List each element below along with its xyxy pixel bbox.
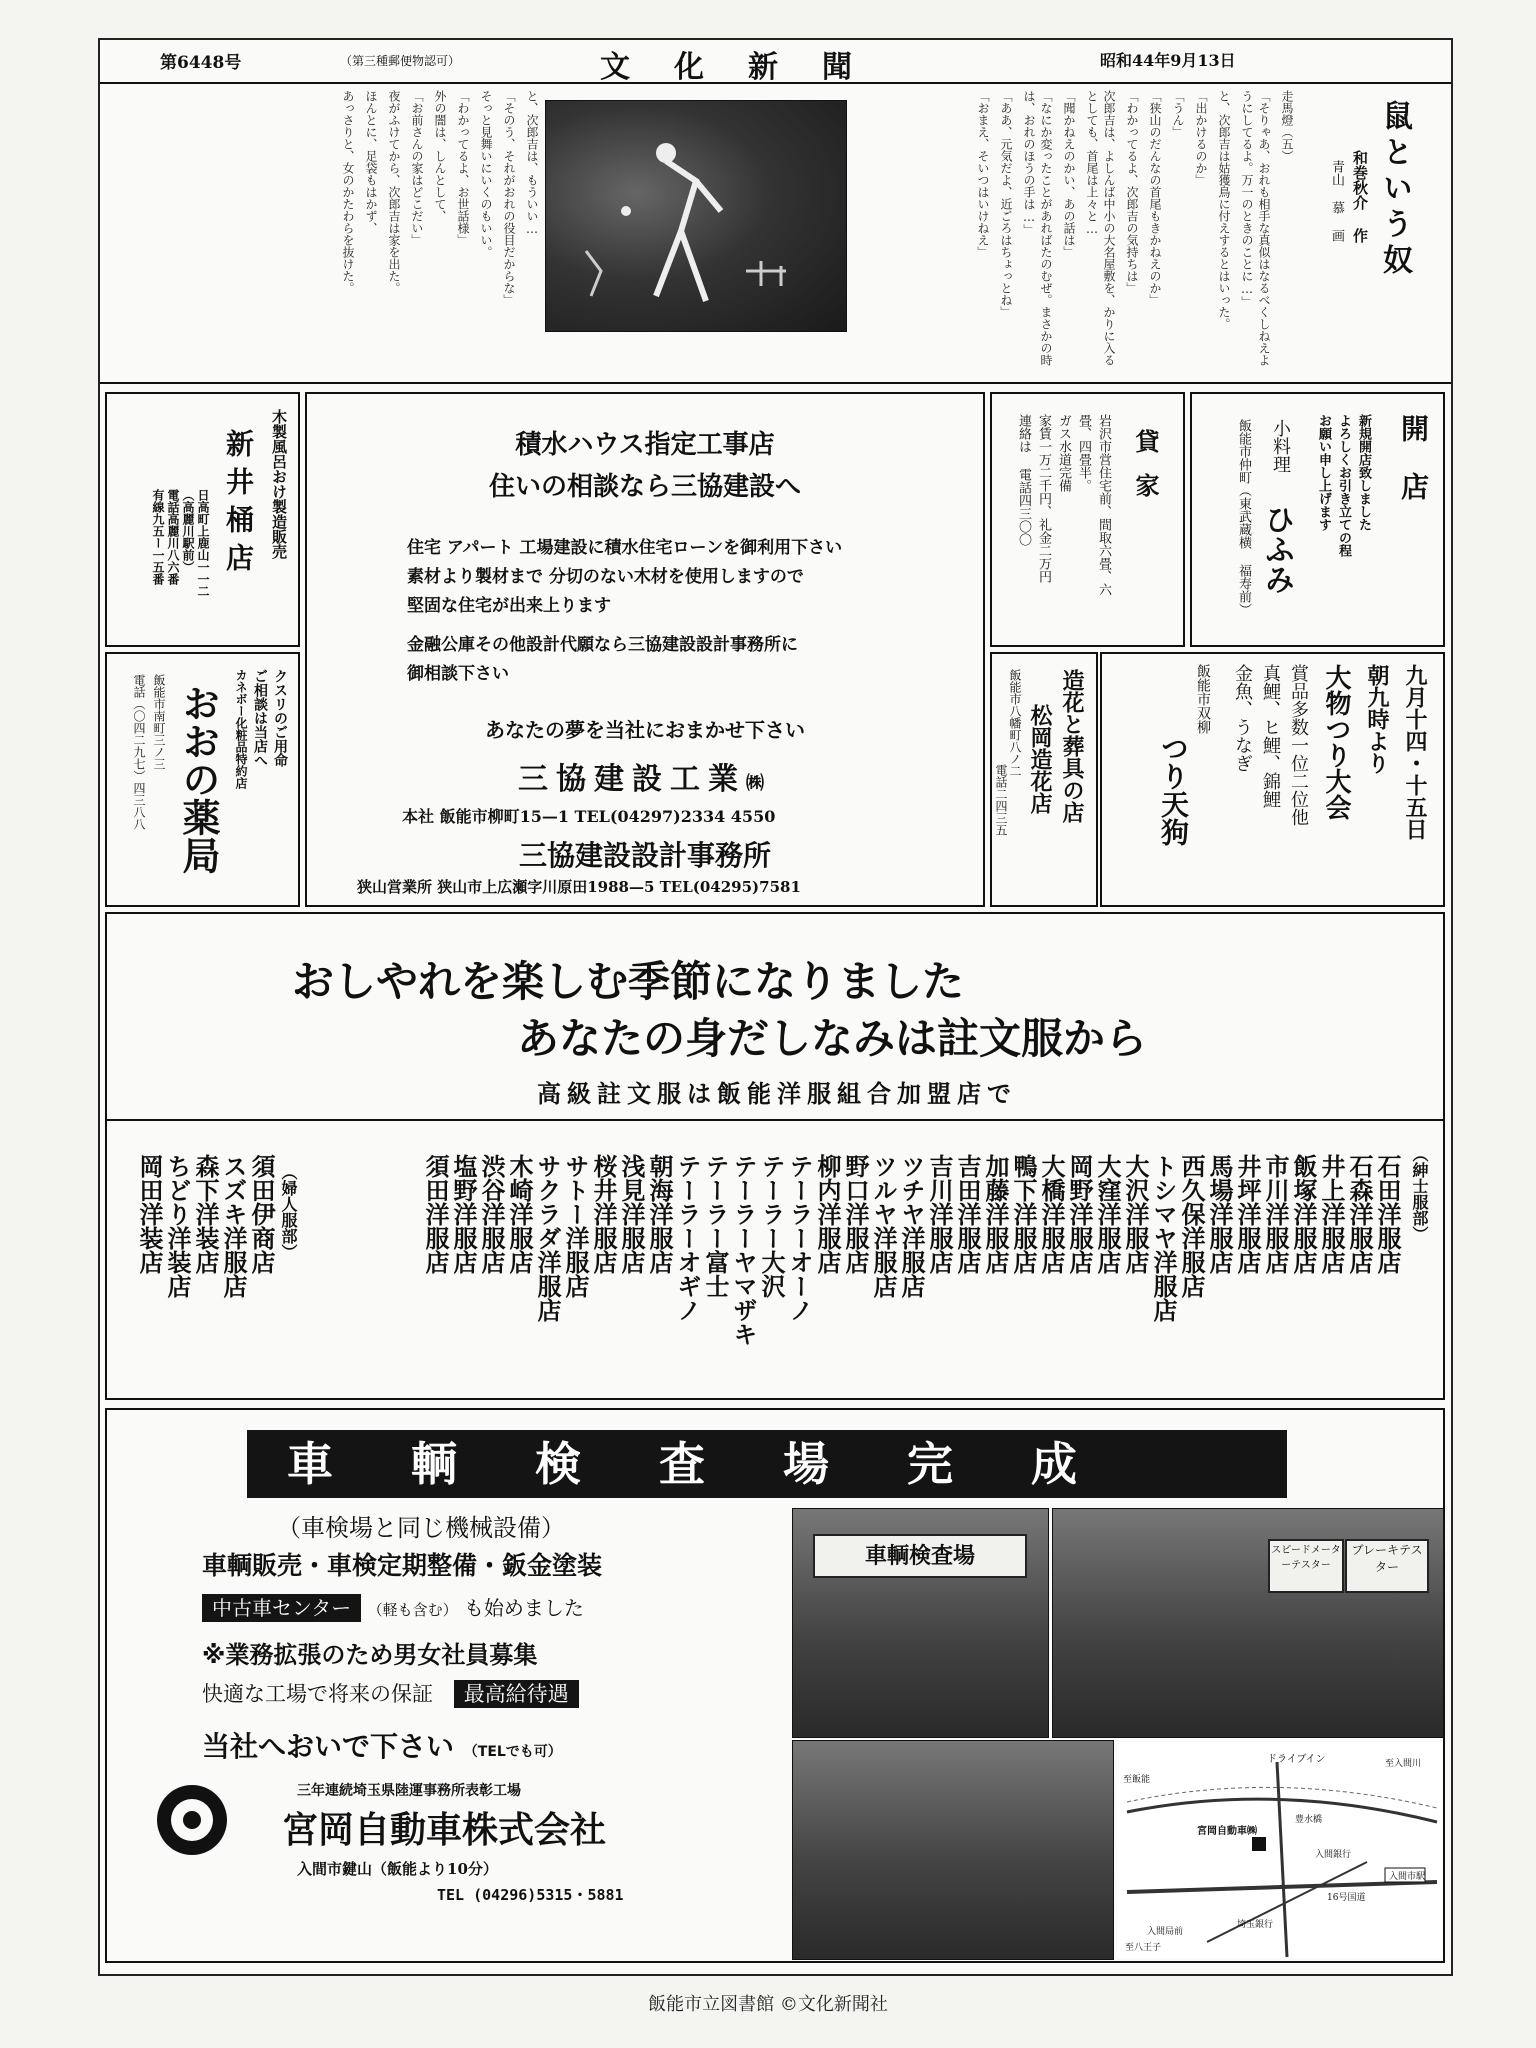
salary-label: 最高給待遇 [454, 1680, 579, 1708]
sankyo-office: 三協建設設計事務所 [518, 839, 771, 872]
arai-name: 新井桶店 [222, 429, 255, 581]
story-illustration [545, 100, 847, 332]
sankyo-company: 三協建設工業㈱ [518, 762, 772, 797]
shop-name: 須田洋服店 [421, 1154, 450, 1274]
miyaoka-logo-icon [157, 1785, 227, 1855]
map-iruma-post: 入間局前 [1147, 1927, 1184, 1937]
story-paragraph: 「出かけるのか」 [1194, 90, 1208, 186]
map-route: 16号国道 [1327, 1893, 1366, 1903]
shop-name: 井坪洋服店 [1233, 1154, 1262, 1274]
shop-name: 浅見洋服店 [617, 1154, 646, 1274]
shop-name: 加藤洋服店 [981, 1154, 1010, 1274]
tsuri-prize: 賞品多数一位二位他 [1288, 664, 1309, 826]
shop-name: ツチヤ洋服店 [897, 1154, 926, 1298]
ono-tagline1: クスリのご用命 [272, 669, 288, 767]
arai-tagline: 木製風呂おけ製造販売 [270, 409, 288, 559]
story-paragraph: 「狭山のだんなの首尾もきかねえのか」 [1148, 90, 1162, 306]
ono-tagline3: カネボー化粧品特約店 [234, 669, 248, 789]
car-company: 宮岡自動車株式会社 [282, 1810, 607, 1851]
access-map [1117, 1742, 1442, 1958]
ad-tailor [105, 912, 1445, 1400]
figure-sketch-icon [546, 101, 846, 331]
sankyo-body: 住宅 アパート 工場建設に積水住宅ローンを御利用下さい 素材より製材まで 分切のない木材を使用しますので 堅固な住宅が出来上ります 金融公庫その他設計代願なら三協建設設計事務所に 御相談下さい [407, 538, 843, 684]
shop-name: 大窪洋服店 [1093, 1154, 1122, 1274]
story-paragraph: そっと見舞いにいくのもいい。 [479, 90, 493, 258]
shop-name: 西久保洋服店 [1177, 1154, 1206, 1298]
car-future-line: 快適な工場で将来の保証 最高給待遇 [202, 1678, 579, 1708]
sankyo-slogan: あなたの夢を当社におまかせ下さい [485, 718, 805, 742]
tailor-headline1: おしやれを楽しむ季節になりました [292, 957, 965, 1006]
tsuri-place: 飯能市双柳 [1195, 664, 1211, 734]
kaiten-address: 飯能市仲町（東武蔵横 福寿前） [1236, 419, 1251, 616]
shop-name: 吉川洋服店 [925, 1154, 954, 1274]
ono-tel: 電話（〇四二九七）四三八八 [132, 674, 146, 830]
zouka-tel: 電話二四三五 [994, 764, 1008, 836]
ad-kaiten [1190, 392, 1445, 647]
car-award: 三年連続埼玉県陸運事務所表彰工場 [297, 1783, 521, 1799]
ad-zouka [990, 652, 1098, 907]
car-used-line: 中古車センター （軽も含む） も始めました [202, 1592, 584, 1621]
shop-name: トシマヤ洋服店 [1149, 1154, 1178, 1322]
car-address: 入間市鍵山（飯能より10分） [297, 1860, 498, 1878]
shop-name: 岡田洋装店 [135, 1154, 164, 1274]
car-recruit: ※業務拡張のため男女社員募集 [202, 1641, 538, 1669]
tailor-sub: 高級註文服は飯能洋服組合加盟店で [537, 1079, 1017, 1108]
inspection-sign: 車輌検査場 [813, 1534, 1027, 1578]
tailor-gentlemen-list [261, 1154, 1401, 1369]
map-station: 入間市駅 [1389, 1872, 1426, 1882]
brake-tester-sign: ブレーキテスター [1345, 1539, 1429, 1593]
story-paragraph: 走馬燈（五） [1280, 90, 1294, 162]
footer-credit: 飯能市立図書館 ©文化新聞社 [648, 1994, 888, 2015]
tailor-gentlemen-label: （紳士服部） [1410, 1146, 1429, 1242]
shop-name: テーラーヤマザキ [729, 1154, 758, 1346]
story-paragraph: 次郎吉は、よしんば中小の大名屋敷を、かりに入るとしても、首尾は上々と… [1085, 90, 1116, 366]
story-illustrator: 青山 慕 画 [1329, 160, 1344, 242]
story-title: 鼠という奴 [1377, 100, 1412, 280]
tsuri-event: 大物つり大会 [1321, 664, 1351, 820]
tsuri-fish: 真鯉、ヒ鯉、錦鯉 [1260, 664, 1281, 808]
shop-name: 柳内洋服店 [813, 1154, 842, 1274]
map-saitama-bank: 埼玉銀行 [1237, 1920, 1274, 1930]
shop-name: 市川洋服店 [1261, 1154, 1290, 1274]
tailor-ladies-label: （婦人服部） [279, 1164, 298, 1260]
ono-name: おおの薬局 [176, 684, 220, 874]
story-paragraph: あっさりと、女のかたわらを抜けた。 [341, 90, 355, 294]
map-to-iruma: 至入間川 [1385, 1759, 1422, 1769]
story-paragraph: 「ああ、元気だよ、近ごろはちょっとね」 [999, 90, 1013, 318]
shop-name: 大沢洋服店 [1121, 1154, 1150, 1274]
shop-name: 渋谷洋服店 [477, 1154, 506, 1274]
shop-name: 吉田洋服店 [953, 1154, 982, 1274]
kashiya-title: 貸家 [1131, 429, 1160, 517]
shop-name: 馬場洋服店 [1205, 1154, 1234, 1274]
tsuri-fish2: 金魚、うなぎ [1232, 664, 1253, 772]
zouka-address: 飯能市八幡町八ノ二 [1008, 669, 1022, 777]
car-tel: TEL (04296)5315・5881 [437, 1886, 624, 1904]
shop-name: 鴨下洋服店 [1009, 1154, 1038, 1274]
sankyo-branch: 狭山営業所 狭山市上広瀬字川原田1988—5 TEL(04295)7581 [357, 878, 801, 896]
sankyo-line2: 住いの相談なら三協建設へ [488, 472, 801, 502]
kaiten-greeting: 新規開店致しました よろしくお引き立ての程 お願い申し上げます [1316, 414, 1371, 557]
ono-address: 飯能市南町三ノ三 [152, 674, 166, 770]
shop-name: 井上洋服店 [1317, 1154, 1346, 1274]
shop-name: 桜井洋服店 [589, 1154, 618, 1274]
shop-name: テーラーオーノ [785, 1154, 814, 1322]
masthead [100, 40, 1451, 84]
shop-name: テーラー大沢 [757, 1154, 786, 1298]
shop-name: 朝海洋服店 [645, 1154, 674, 1274]
garage-photo [792, 1740, 1114, 1960]
used-center-label: 中古車センター [202, 1594, 361, 1622]
tsuri-date: 九月十四・十五日 [1402, 664, 1428, 840]
issue-number: 第6448号 [160, 53, 242, 73]
story-paragraph: 「うん」 [1171, 90, 1185, 138]
map-to-hachioji: 至八王子 [1125, 1943, 1162, 1953]
shop-name: 飯塚洋服店 [1289, 1154, 1318, 1274]
car-services: 車輌販売・車検定期整備・鈑金塗装 [202, 1551, 603, 1580]
story-paragraph: 「そりゃあ、おれも相手な真似はなるべくしねえようにしてるよ。万一のときのことに…」 [1240, 90, 1271, 366]
newspaper-title: 文化新聞 [600, 50, 896, 85]
shop-name: サクラダ洋服店 [533, 1154, 562, 1322]
shop-name: 木崎洋服店 [505, 1154, 534, 1274]
story-paragraph: 「わかってるよ、お世話様」 [456, 90, 470, 246]
zouka-title: 造花と葬具の店 [1059, 669, 1085, 823]
arai-contact: 日高町上鹿山一一二 （高麗川駅前） 電話高麗川八六番 有線九五ー一五番 [151, 489, 210, 597]
kashiya-body: 岩沢市営住宅前、間取六畳、六 畳、四畳半。 ガス水道完備 家賃一万二千円、礼金二万円 連絡は 電話四三〇〇 [1016, 414, 1111, 596]
inspection-photo-2 [1052, 1508, 1444, 1738]
ad-miyaoka [105, 1408, 1445, 1963]
shop-name: 野口洋服店 [841, 1154, 870, 1274]
tailor-divider [107, 1119, 1443, 1121]
shop-name: テーラー富士 [701, 1154, 730, 1298]
story-columns-right [850, 90, 1295, 376]
map-to-hanno: 至飯能 [1123, 1775, 1151, 1785]
shop-name: 石森洋服店 [1345, 1154, 1374, 1274]
story-author: 和巻秋介 作 [1351, 150, 1369, 243]
shop-name: 大橋洋服店 [1037, 1154, 1066, 1274]
ad-ono [105, 652, 300, 907]
map-bridge: 豊水橋 [1295, 1815, 1323, 1825]
ad-arai [105, 392, 300, 647]
map-company: 宮岡自動車㈱ [1197, 1826, 1257, 1837]
tsuri-shop: つり天狗 [1157, 734, 1190, 846]
shop-name: 塩野洋服店 [449, 1154, 478, 1274]
story-paragraph: と、次郎吉は、もういい… [525, 90, 539, 236]
shop-name: 森下洋装店 [191, 1154, 220, 1274]
story-paragraph: 「お前さんの家はどこだい」 [410, 90, 424, 246]
map-bank: 入間銀行 [1315, 1850, 1352, 1860]
ad-tsuri [1100, 652, 1445, 907]
sankyo-line1: 積水ハウス指定工事店 [515, 430, 775, 460]
shop-name: ツルヤ洋服店 [869, 1154, 898, 1298]
story-paragraph: と、次郎吉は姑獲鳥に付えするとはいった。 [1217, 90, 1231, 330]
story-paragraph: 夜がふけてから、次郎吉は家を出た。 [387, 90, 401, 294]
sankyo-hq: 本社 飯能市柳町15—1 TEL(04297)2334 4550 [402, 807, 776, 826]
shop-name: 須田伊商店 [247, 1154, 276, 1274]
newspaper-page [98, 38, 1453, 1976]
map-drive-in: ドライブイン [1267, 1754, 1326, 1765]
shop-name: 石田洋服店 [1373, 1154, 1402, 1274]
shop-name: ちどり洋装店 [163, 1154, 192, 1298]
car-banner: 車輌検査場完成 [247, 1430, 1287, 1498]
kaiten-title: 開店 [1397, 414, 1430, 530]
story-paragraph: 「そのう、それがおれの役目だからな」 [502, 90, 516, 306]
shop-name: テーラーオギノ [673, 1154, 702, 1322]
kaiten-shop-kind: 小料理 [1270, 419, 1291, 473]
shop-name: 岡野洋服店 [1065, 1154, 1094, 1274]
ono-tagline2: ご相談は当店へ [252, 669, 268, 767]
car-sub: （車検場と同じ機械設備） [277, 1514, 565, 1542]
car-visit-line: 当社へおいで下さい （TELでも可） [202, 1730, 562, 1763]
tailor-ladies-list [115, 1154, 275, 1369]
story-paragraph: ほんとに、足袋もはかず、 [364, 90, 378, 234]
ad-sankyo [305, 392, 985, 907]
tsuri-time: 朝九時より [1364, 664, 1390, 774]
shop-name: スズキ洋服店 [219, 1154, 248, 1298]
story-paragraph: 「わかってるよ、次郎吉の気持ちは」 [1125, 90, 1139, 294]
story-paragraph: 「聞かねえのかい、あの話は」 [1062, 90, 1076, 258]
inspection-photo-1 [792, 1508, 1049, 1738]
story-paragraph: 「なにか変ったことがあればたのむぜ。まさかの時は、おれのほうの手は…」 [1022, 90, 1053, 366]
story-paragraph: 「おまえ、そいつはいけねえ」 [976, 90, 990, 258]
shop-name: サトー洋服店 [561, 1154, 590, 1298]
mail-class: （第三種郵便物認可） [340, 54, 461, 68]
story-columns-left [100, 90, 540, 376]
zouka-shop: 松岡造花店 [1027, 704, 1053, 814]
section-divider [100, 382, 1451, 384]
kaiten-shop-name: ひふみ [1259, 504, 1294, 594]
story-paragraph: 外の闇は、しんとして、 [433, 90, 447, 222]
ad-kashiya [990, 392, 1185, 647]
tailor-headline2: あなたの身だしなみは註文服から [517, 1014, 1148, 1063]
issue-date: 昭和44年9月13日 [1100, 51, 1236, 70]
speedometer-tester-sign: スピードメーターテスター [1268, 1539, 1344, 1593]
